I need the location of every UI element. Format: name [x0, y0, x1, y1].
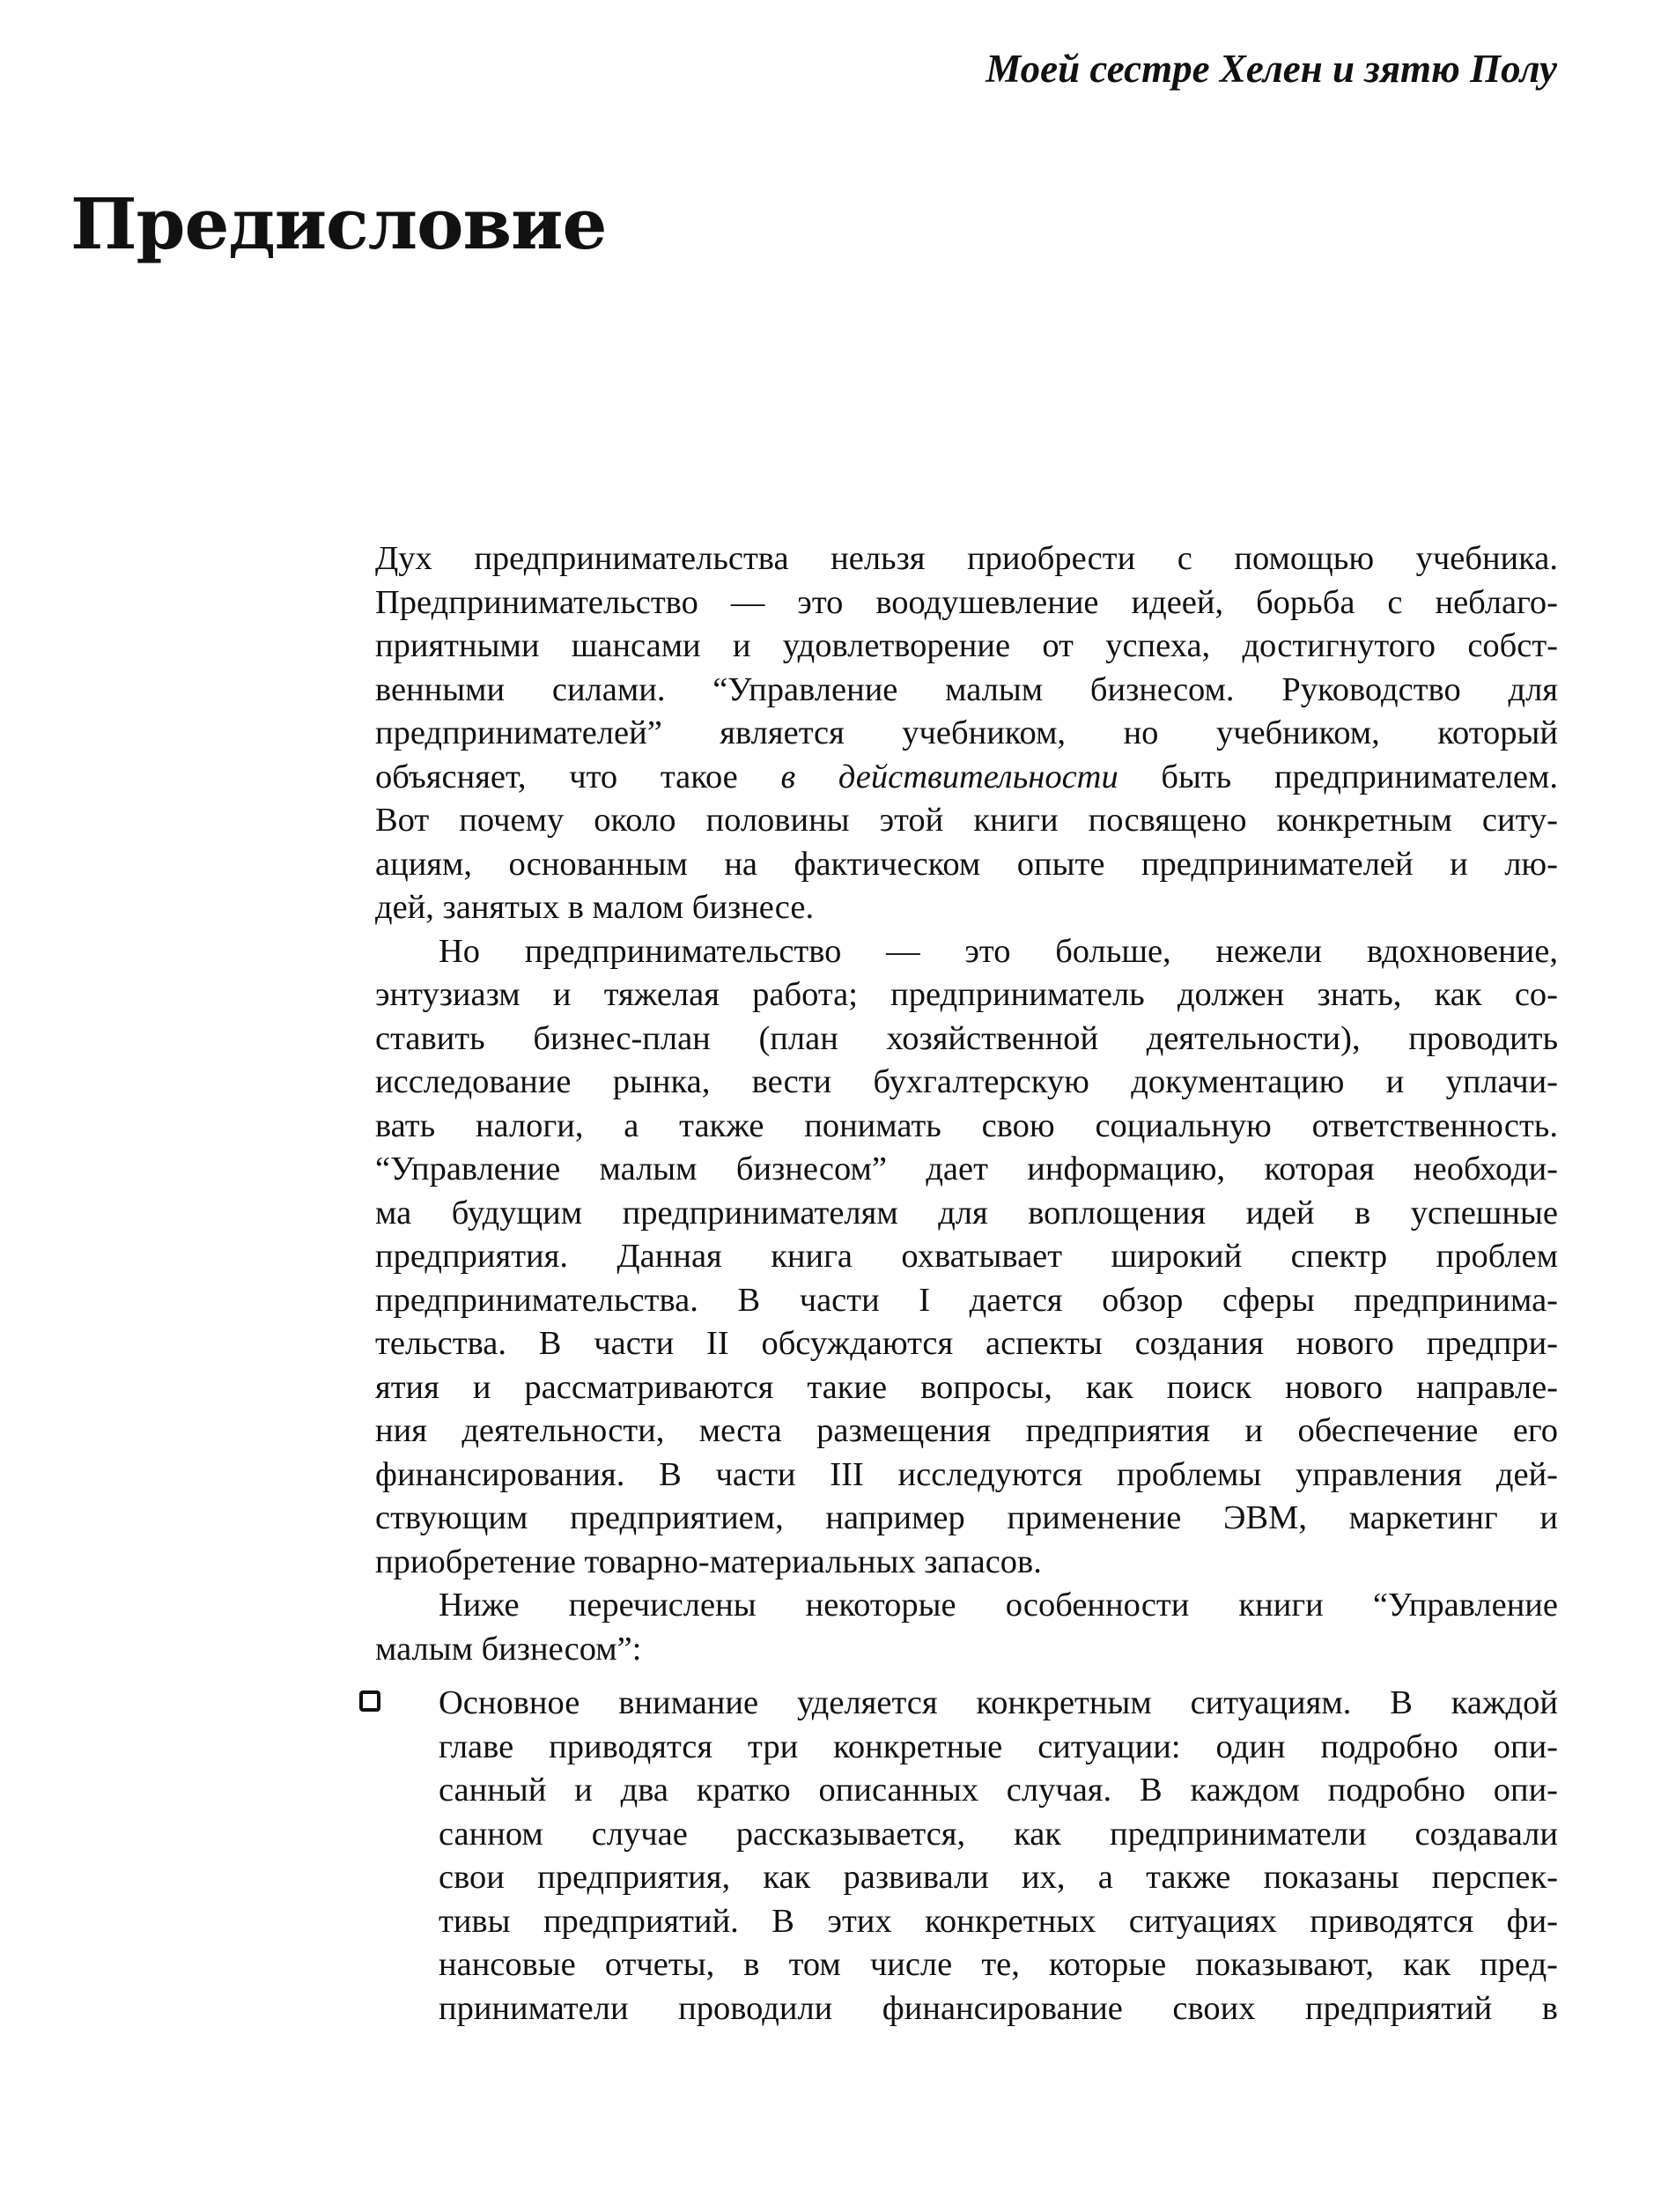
- text-line: Предпринимательство — это воодушевление идеей, борьба с неблаго-: [375, 583, 1558, 621]
- text-line: Но предпринимательство — это больше, нежели вдохновение,: [439, 932, 1558, 970]
- text-fragment: объясняет, что такое: [375, 758, 738, 795]
- paragraph-1: [375, 537, 1558, 930]
- text-line: приобретение товарно-материальных запасов.: [375, 1542, 1042, 1580]
- text-line: [375, 756, 1558, 800]
- text-line: энтузиазм и тяжелая работа; предприниматель должен знать, как со-: [375, 976, 1558, 1013]
- text-line: Дух предпринимательства нельзя приобрести с помощью учебника.: [375, 540, 1558, 577]
- text-line: главе приводятся три конкретные ситуации: один подробно опи-: [439, 1727, 1558, 1765]
- text-line: предпринимателей” является учебником, но учебником, который: [375, 714, 1558, 751]
- text-line: тельства. В части II обсуждаются аспекты создания нового предпри-: [375, 1325, 1558, 1362]
- emphasis-text: в действительности: [780, 758, 1118, 795]
- text-fragment: быть предпринимателем.: [1161, 758, 1559, 795]
- text-line: финансирования. В части III исследуются проблемы управления дей-: [375, 1455, 1558, 1493]
- text-line: венными силами. “Управление малым бизнесом. Руководство для: [375, 670, 1558, 708]
- text-line: ятия и рассматриваются такие вопросы, как поиск нового направле-: [375, 1368, 1558, 1406]
- text-line: тивы предприятий. В этих конкретных ситуациях приводятся фи-: [439, 1902, 1558, 1940]
- text-line: дей, занятых в малом бизнесе.: [375, 889, 815, 926]
- paragraph-2: [375, 930, 1558, 1585]
- text-line: ациям, основанным на фактическом опыте предпринимателей и лю-: [375, 845, 1558, 883]
- text-line: ния деятельности, места размещения предприятия и обеспечение его: [375, 1412, 1558, 1449]
- text-line: приятными шансами и удовлетворение от успеха, достигнутого собст-: [375, 627, 1558, 664]
- text-line: предприятия. Данная книга охватывает широкий спектр проблем: [375, 1238, 1558, 1275]
- text-line: ма будущим предпринимателям для воплощения идей в успешные: [375, 1194, 1558, 1232]
- text-line: ствующим предприятием, например применение ЭВМ, маркетинг и: [375, 1499, 1558, 1536]
- text-line: вать налоги, а также понимать свою социальную ответственность.: [375, 1106, 1558, 1144]
- page-title: Предисловие: [70, 182, 607, 265]
- text-line: ставить бизнес-план (план хозяйственной деятельности), проводить: [375, 1019, 1558, 1057]
- text-line: “Управление малым бизнесом” дает информацию, которая необходи-: [375, 1150, 1558, 1187]
- text-line: исследование рынка, вести бухгалтерскую документацию и уплачи-: [375, 1063, 1558, 1100]
- text-line: свои предприятия, как развивали их, а также показаны перспек-: [439, 1859, 1558, 1896]
- text-line: предпринимательства. В части I дается обзор сферы предпринима-: [375, 1281, 1558, 1319]
- paragraph-3: [375, 1584, 1558, 1671]
- text-line: нансовые отчеты, в том числе те, которые показывают, как пред-: [439, 1946, 1558, 1983]
- text-line: приниматели проводили финансирование своих предприятий в: [439, 1989, 1558, 2027]
- text-line: санном случае рассказывается, как предприниматели создавали: [439, 1815, 1558, 1853]
- text-line: Основное внимание уделяется конкретным ситуациям. В каждой: [439, 1684, 1558, 1721]
- bullet-item: [375, 1682, 1558, 2031]
- text-line: Вот почему около половины этой книги посвящено конкретным ситу-: [375, 802, 1558, 839]
- text-line: Ниже перечислены некоторые особенности книги “Управление: [439, 1587, 1558, 1624]
- checkbox-bullet-icon: [359, 1690, 380, 1712]
- text-line: малым бизнесом”:: [375, 1630, 642, 1668]
- text-line: санный и два кратко описанных случая. В каждом подробно опи-: [439, 1772, 1558, 1809]
- dedication: Моей сестре Хелен и зятю Полу: [986, 47, 1557, 91]
- body-text: [375, 537, 1558, 2031]
